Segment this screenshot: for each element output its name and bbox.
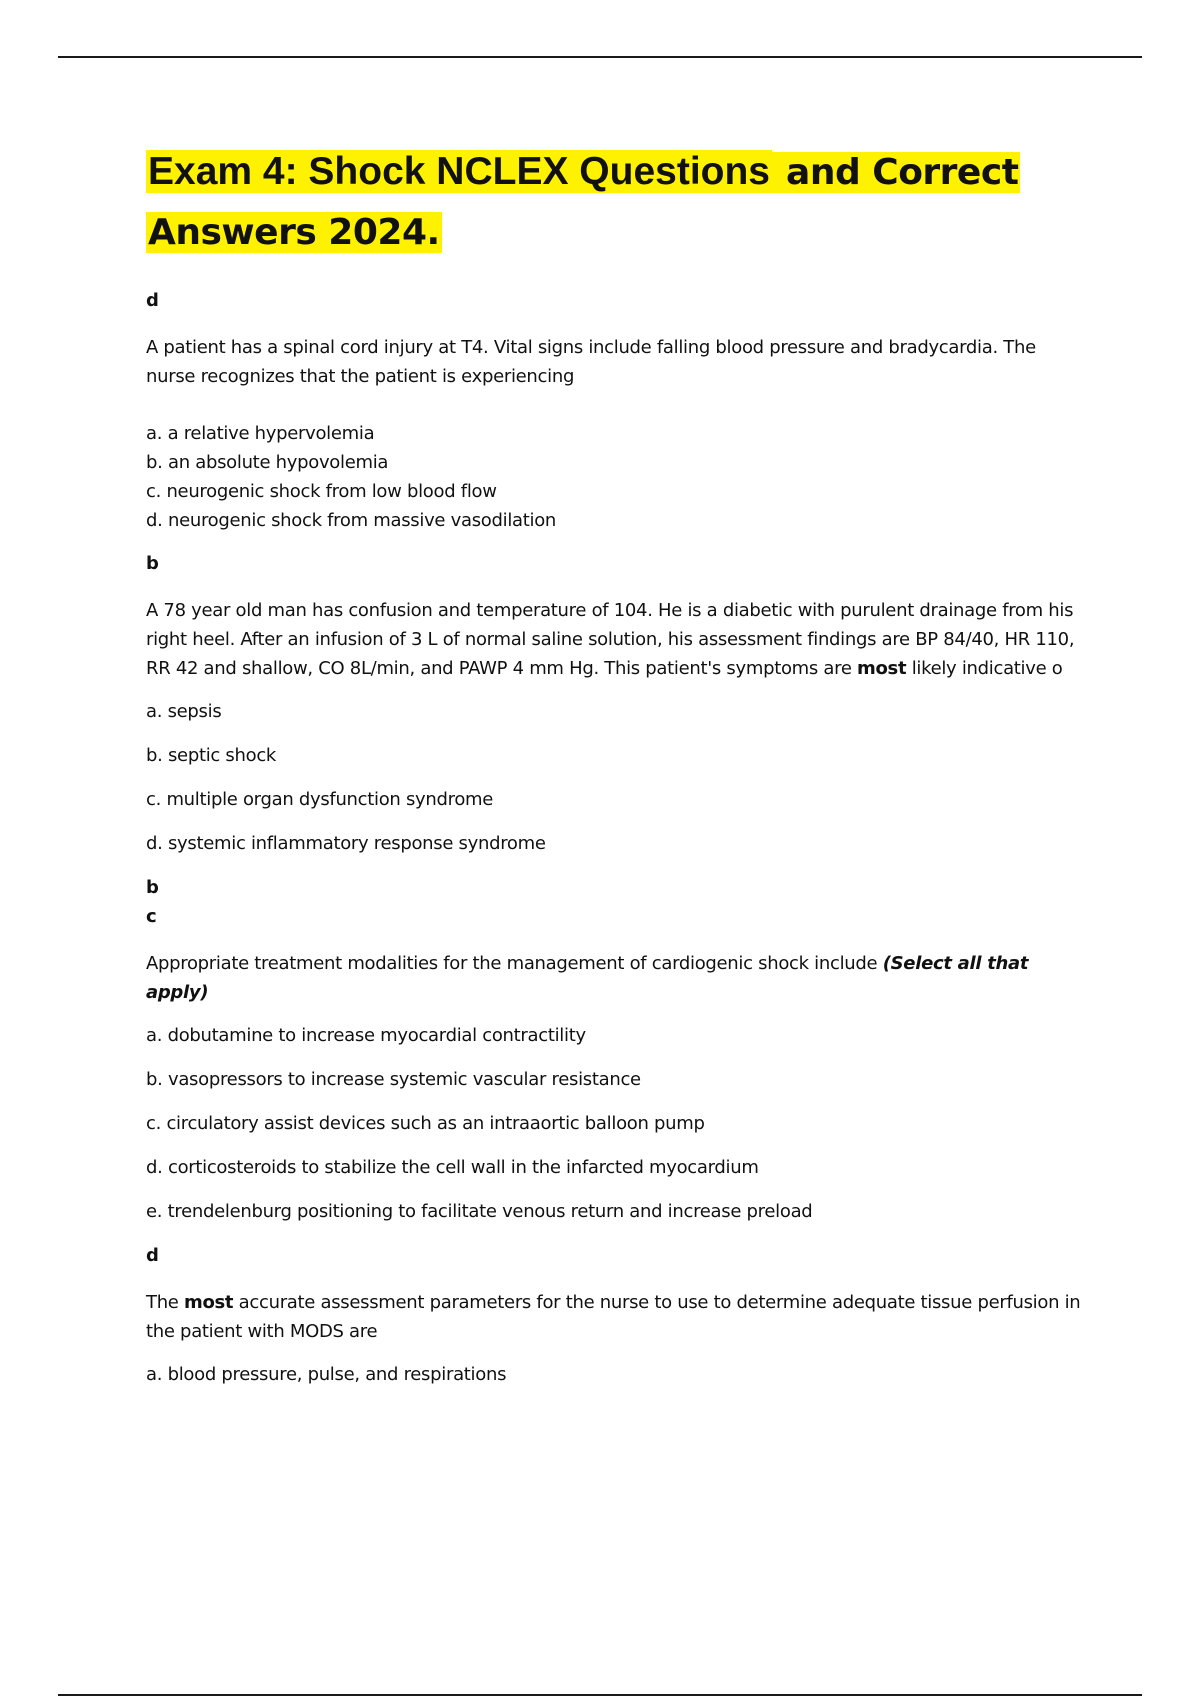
question-text [146,1288,1084,1346]
select-all-note: (Select all that apply) [146,953,1029,1003]
emphasis-most: most [857,658,907,679]
question-block-2 [146,549,1084,858]
question-text [146,596,1084,683]
correct-answer: b [146,553,159,574]
answer-options [146,1360,1084,1389]
question-block-3 [146,873,1084,1226]
answer-options [146,419,1084,535]
option-c: c. neurogenic shock from low blood flow [146,481,497,502]
question-text-start: A 78 year old man has confusion and temperature of 104. He is a diabetic with purulent drainage from his right heel. After an infusion of 3 L of normal saline solution, his assessment findings are BP 84/40, HR 110, RR 42 and shallow, CO 8L/min, and PAWP 4 mm Hg. This patient's symptoms are [146,600,1075,679]
title-part-1: Exam 4: Shock NCLEX Questions [148,150,771,193]
option-c: c. circulatory assist devices such as an intraaortic balloon pump [146,1113,705,1134]
option-a: a. a relative hypervolemia [146,423,375,444]
option-a: a. sepsis [146,701,222,722]
answer-options [146,697,1084,858]
correct-answer: d [146,1245,159,1266]
option-e: e. trendelenburg positioning to facilitate venous return and increase preload [146,1201,813,1222]
title-part-2: and Correct Answers 2024. [148,152,1019,253]
question-text [146,949,1084,1007]
question-block-4 [146,1241,1084,1389]
header-rule [58,56,1142,58]
question-text-end: likely indicative o [906,658,1063,679]
option-a: a. dobutamine to increase myocardial contractility [146,1025,586,1046]
document-body [146,142,1084,1404]
correct-answer: d [146,290,159,311]
correct-answer: b [146,877,159,898]
question-block-1 [146,286,1084,535]
option-b: b. vasopressors to increase systemic vascular resistance [146,1069,641,1090]
answer-options [146,1021,1084,1226]
option-d: d. neurogenic shock from massive vasodilation [146,510,557,531]
page-title [146,142,1084,262]
question-text-end: accurate assessment parameters for the nurse to use to determine adequate tissue perfusion in the patient with MODS are [146,1292,1081,1342]
emphasis-most: most [184,1292,234,1313]
question-text-start: The [146,1292,184,1313]
correct-answer: c [146,906,157,927]
footer-rule [58,1694,1142,1696]
option-c: c. multiple organ dysfunction syndrome [146,789,494,810]
option-a: a. blood pressure, pulse, and respirations [146,1364,507,1385]
option-b: b. septic shock [146,745,277,766]
question-text: A patient has a spinal cord injury at T4. Vital signs include falling blood pressure and bradycardia. The nurse recognizes that the patient is experiencing [146,337,1036,387]
option-d: d. corticosteroids to stabilize the cell wall in the infarcted myocardium [146,1157,759,1178]
question-text-start: Appropriate treatment modalities for the management of cardiogenic shock include [146,953,883,974]
option-d: d. systemic inflammatory response syndrome [146,833,546,854]
option-b: b. an absolute hypovolemia [146,452,389,473]
